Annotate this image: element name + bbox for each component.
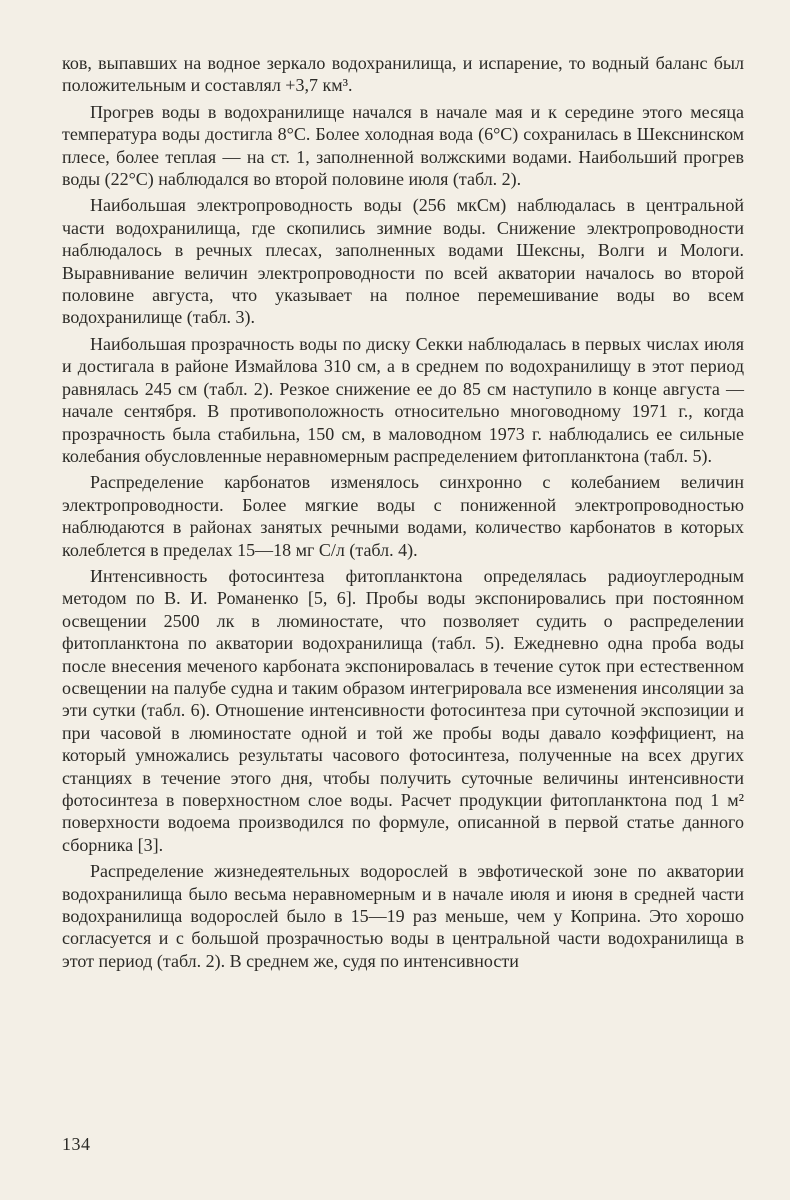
page-content bbox=[62, 52, 744, 972]
paragraph-electrical-conductivity: Наибольшая электропроводность воды (256 мкСм) наблюдалась в центральной части водохранилища, где скопились зимние воды. Снижение электропроводности наблюдалось в речных плесах, заполненных водами Шексны, Волги и Мологи. Выравнивание величин электропроводности по всей акватории началось во второй половине августа, что указывает на полное перемешивание воды во всем водохранилище (табл. 3). bbox=[62, 195, 744, 328]
paragraph-carbonates: Распределение карбонатов изменялось синхронно с колебанием величин электропроводности. Более мягкие воды с пониженной электропроводностью наблюдаются в районах занятых речными водами, количество карбонатов в которых колеблется в пределах 15—18 мг С/л (табл. 4). bbox=[62, 472, 744, 560]
paragraph-water-warming: Прогрев воды в водохранилище начался в начале мая и к середине этого месяца температура воды достигла 8°С. Более холодная вода (6°С) сохранилась в Шекснинском плесе, более теплая — на ст. 1, заполненной волжскими водами. Наибольший прогрев воды (22°С) наблюдался во второй половине июля (табл. 2). bbox=[62, 101, 744, 190]
page-number: 134 bbox=[62, 1134, 91, 1154]
paragraph-algae-distribution: Распределение жизнедеятельных водорослей в эвфотической зоне по акватории водохранилища было весьма неравномерным и в начале июля и июня в средней части водохранилища водорослей было в 15—19 раз меньше, чем у Коприна. Это хорошо согласуется и с большой прозрачностью воды в центральной части водохранилища в этот период (табл. 2). В среднем же, судя по интенсивности bbox=[62, 861, 744, 971]
paragraph-water-balance: ков, выпавших на водное зеркало водохранилища, и испарение, то водный баланс был положительным и составлял +3,7 км³. bbox=[62, 53, 744, 96]
paragraph-photosynthesis: Интенсивность фотосинтеза фитопланктона определялась радиоуглеродным методом по В. И. Романенко [5, 6]. Пробы воды экспонировались при постоянном освещении 2500 лк в люминостате, что позволяет судить о распределении фитопланктона по акватории водохранилища (табл. 5). Ежедневно одна проба воды после внесения меченого карбоната экспонировалась в течение суток при естественном освещении на палубе судна и таким образом интегрировала все изменения инсоляции за эти сутки (табл. 6). Отношение интенсивности фотосинтеза при суточной экспозиции и при часовой в люминостате одной и той же пробы воды давало коэффициент, на который умножались результаты часового фотосинтеза, полученные на всех других станциях в течение этого дня, чтобы получить суточные величины интенсивности фотосинтеза в поверхностном слое воды. Расчет продукции фитопланктона под 1 м² поверхности водоема производился по формуле, описанной в первой статье данного сборника [3]. bbox=[62, 565, 744, 855]
paragraph-transparency: Наибольшая прозрачность воды по диску Секки наблюдалась в первых числах июля и достигала в районе Измайлова 310 см, а в среднем по водохранилищу в этот период равнялась 245 см (табл. 2). Резкое снижение ее до 85 см наступило в конце августа — начале сентября. В противоположность относительно многоводному 1971 г., когда прозрачность была стабильна, 150 см, в маловодном 1973 г. наблюдались ее сильные колебания обусловленные неравномерным распределением фитопланктона (табл. 5). bbox=[62, 333, 744, 466]
